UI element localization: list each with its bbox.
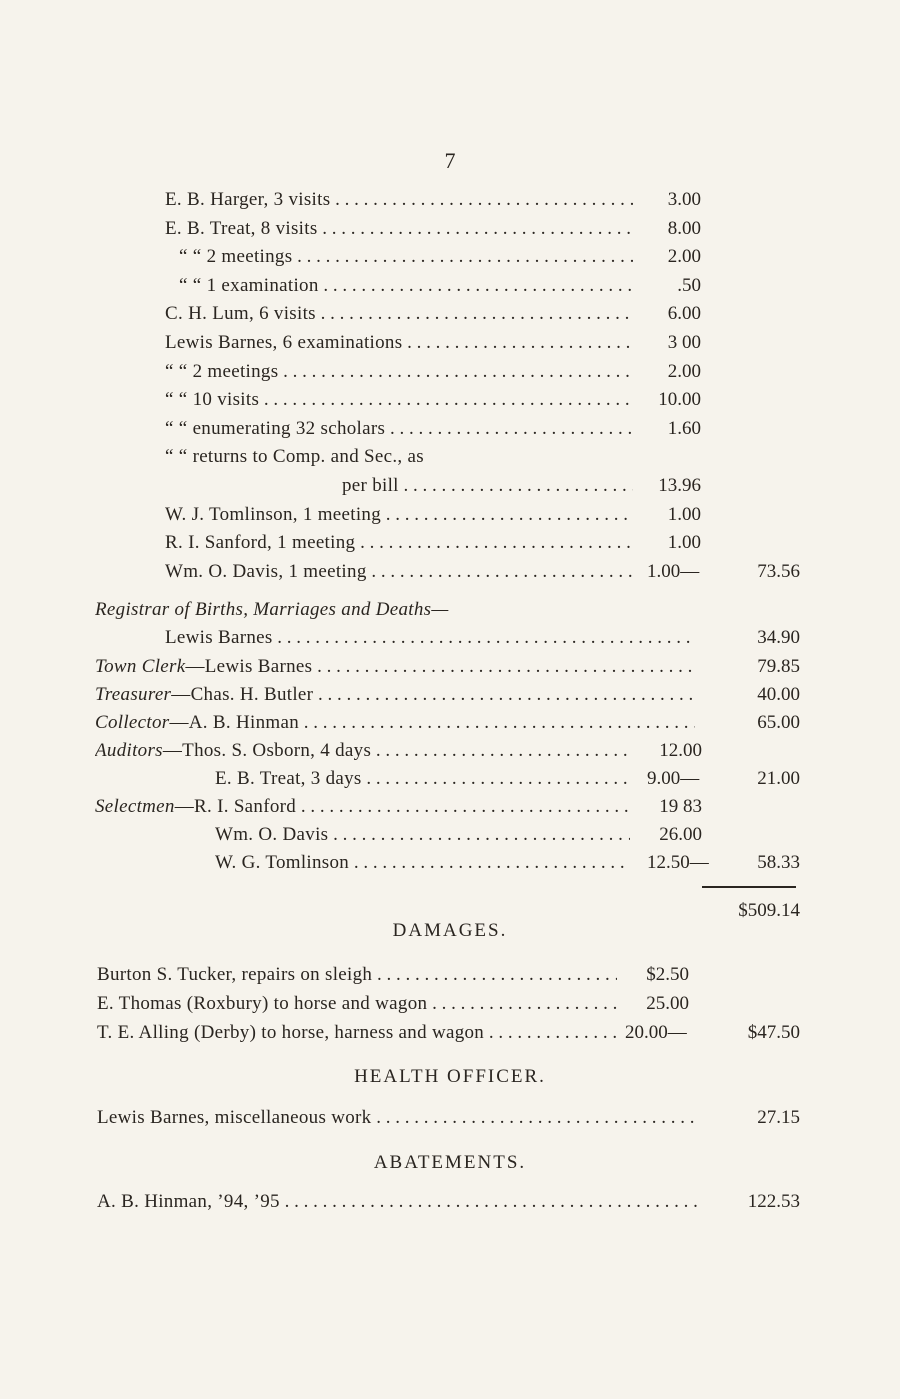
visit-label: R. I. Sanford, 1 meeting . . . bbox=[165, 529, 633, 557]
selectmen-title: Selectmen bbox=[95, 796, 175, 817]
damage-amount: 25.00 bbox=[646, 993, 689, 1014]
treasurer-amount: 40.00 bbox=[757, 684, 800, 705]
damage-total: $47.50 bbox=[747, 1022, 800, 1043]
visit-label: W. J. Tomlinson, 1 meeting . . . bbox=[165, 501, 633, 529]
damage-label: T. E. Alling (Derby) to horse, harness and wagon . . . bbox=[97, 1019, 617, 1047]
treasurer-name: —Chas. H. Butler bbox=[171, 684, 314, 705]
health-officer-row bbox=[97, 1104, 800, 1132]
damage-row bbox=[97, 961, 800, 989]
visit-amount: 6.00 bbox=[667, 303, 701, 324]
page-number: 7 bbox=[444, 148, 456, 173]
town-clerk-title: Town Clerk bbox=[95, 656, 186, 677]
visit-amount: 1.00 bbox=[667, 532, 701, 553]
visit-amount: 8.00 bbox=[667, 218, 701, 239]
town-clerk-name: —Lewis Barnes bbox=[185, 656, 313, 677]
selectmen-name-1: —R. I. Sanford bbox=[174, 796, 297, 817]
health-officer-heading: HEALTH OFFICER. bbox=[354, 1066, 546, 1087]
visit-row bbox=[165, 215, 800, 243]
registrar-row bbox=[165, 624, 800, 652]
visit-label: “ “ returns to Comp. and Sec., as bbox=[165, 446, 424, 467]
abatements-label: A. B. Hinman, ’94, ’95 . . . bbox=[97, 1188, 697, 1216]
auditors-name-2: E. B. Treat, 3 days . . . bbox=[215, 765, 630, 793]
visit-row bbox=[165, 443, 800, 471]
visit-row bbox=[165, 386, 800, 414]
damage-label: Burton S. Tucker, repairs on sleigh . . . bbox=[97, 961, 617, 989]
visit-label: Lewis Barnes, 6 examinations . . . bbox=[165, 329, 633, 357]
visit-amount: 1.00 bbox=[667, 504, 701, 525]
visit-row bbox=[165, 300, 800, 328]
damage-amount: 20.00— bbox=[625, 1022, 687, 1043]
damage-label: E. Thomas (Roxbury) to horse and wagon . . . bbox=[97, 990, 617, 1018]
visit-row bbox=[165, 243, 800, 271]
visit-row bbox=[165, 329, 800, 357]
town-clerk-row bbox=[95, 653, 800, 681]
visit-row bbox=[165, 529, 800, 557]
visit-amount: .50 bbox=[677, 275, 701, 296]
visit-total: 73.56 bbox=[757, 561, 800, 582]
visit-row bbox=[165, 358, 800, 386]
visit-amount: 1.60 bbox=[667, 418, 701, 439]
treasurer-title: Treasurer bbox=[95, 684, 172, 705]
selectmen-name-3: W. G. Tomlinson . . . bbox=[215, 849, 630, 877]
visit-label: Wm. O. Davis, 1 meeting . . . bbox=[165, 558, 633, 586]
visit-amount: 2.00 bbox=[667, 246, 701, 267]
treasurer-row bbox=[95, 681, 800, 709]
visit-label: E. B. Treat, 8 visits . . . bbox=[165, 215, 633, 243]
auditors-amount-1: 12.00 bbox=[659, 740, 702, 761]
visit-label: “ “ 10 visits . . . bbox=[165, 386, 633, 414]
collector-title: Collector bbox=[95, 712, 170, 733]
selectmen-name-2: Wm. O. Davis . . . bbox=[215, 821, 630, 849]
visit-row bbox=[165, 186, 800, 214]
registrar-title-row bbox=[95, 596, 800, 624]
visit-amount: 3.00 bbox=[667, 189, 701, 210]
health-officer-amount: 27.15 bbox=[757, 1107, 800, 1128]
auditors-row-2 bbox=[215, 765, 800, 793]
auditors-name-1: —Thos. S. Osborn, 4 days bbox=[162, 740, 372, 761]
damage-row bbox=[97, 1019, 800, 1047]
collector-name: —A. B. Hinman bbox=[169, 712, 299, 733]
damage-row bbox=[97, 990, 800, 1018]
town-clerk-amount: 79.85 bbox=[757, 656, 800, 677]
visit-amount: 1.00— bbox=[647, 561, 700, 582]
registrar-amount: 34.90 bbox=[757, 627, 800, 648]
grand-total: $509.14 bbox=[738, 900, 800, 921]
visit-amount: 13.96 bbox=[658, 475, 701, 496]
visit-row bbox=[165, 558, 800, 586]
visit-label: “ “ 1 examination . . . bbox=[179, 272, 633, 300]
visit-row bbox=[165, 501, 800, 529]
abatements-heading: ABATEMENTS. bbox=[373, 1152, 527, 1173]
selectmen-row-3 bbox=[215, 849, 800, 877]
selectmen-row-1 bbox=[95, 793, 800, 821]
abatements-row bbox=[97, 1188, 800, 1216]
visit-row bbox=[165, 415, 800, 443]
damage-amount: $2.50 bbox=[646, 964, 689, 985]
selectmen-amount-2: 26.00 bbox=[659, 824, 702, 845]
auditors-row-1 bbox=[95, 737, 800, 765]
auditors-amount-2: 9.00— bbox=[647, 768, 700, 789]
visit-label: C. H. Lum, 6 visits . . . bbox=[165, 300, 633, 328]
selectmen-total: 58.33 bbox=[757, 852, 800, 873]
registrar-title: Registrar of Births, Marriages and Deaths— bbox=[95, 599, 449, 620]
visit-label: per bill . . . bbox=[342, 472, 633, 500]
selectmen-amount-1: 19 83 bbox=[659, 796, 702, 817]
selectmen-row-2 bbox=[215, 821, 800, 849]
visit-amount: 10.00 bbox=[658, 389, 701, 410]
registrar-name: Lewis Barnes . . . bbox=[165, 624, 695, 652]
visit-row bbox=[165, 472, 800, 500]
visit-label: “ “ 2 meetings . . . bbox=[179, 243, 633, 271]
damages-heading: DAMAGES. bbox=[392, 920, 508, 941]
selectmen-amount-3: 12.50— bbox=[647, 852, 709, 873]
visit-amount: 2.00 bbox=[667, 361, 701, 382]
total-rule bbox=[702, 886, 796, 888]
visit-label: “ “ enumerating 32 scholars . . . bbox=[165, 415, 633, 443]
abatements-amount: 122.53 bbox=[747, 1191, 800, 1212]
visit-row bbox=[165, 272, 800, 300]
health-officer-label: Lewis Barnes, miscellaneous work . . . bbox=[97, 1104, 697, 1132]
visit-amount: 3 00 bbox=[667, 332, 701, 353]
collector-row bbox=[95, 709, 800, 737]
visit-label: “ “ 2 meetings . . . bbox=[165, 358, 633, 386]
collector-amount: 65.00 bbox=[757, 712, 800, 733]
auditors-title: Auditors bbox=[95, 740, 163, 761]
auditors-total: 21.00 bbox=[757, 768, 800, 789]
visit-label: E. B. Harger, 3 visits . . . bbox=[165, 186, 633, 214]
